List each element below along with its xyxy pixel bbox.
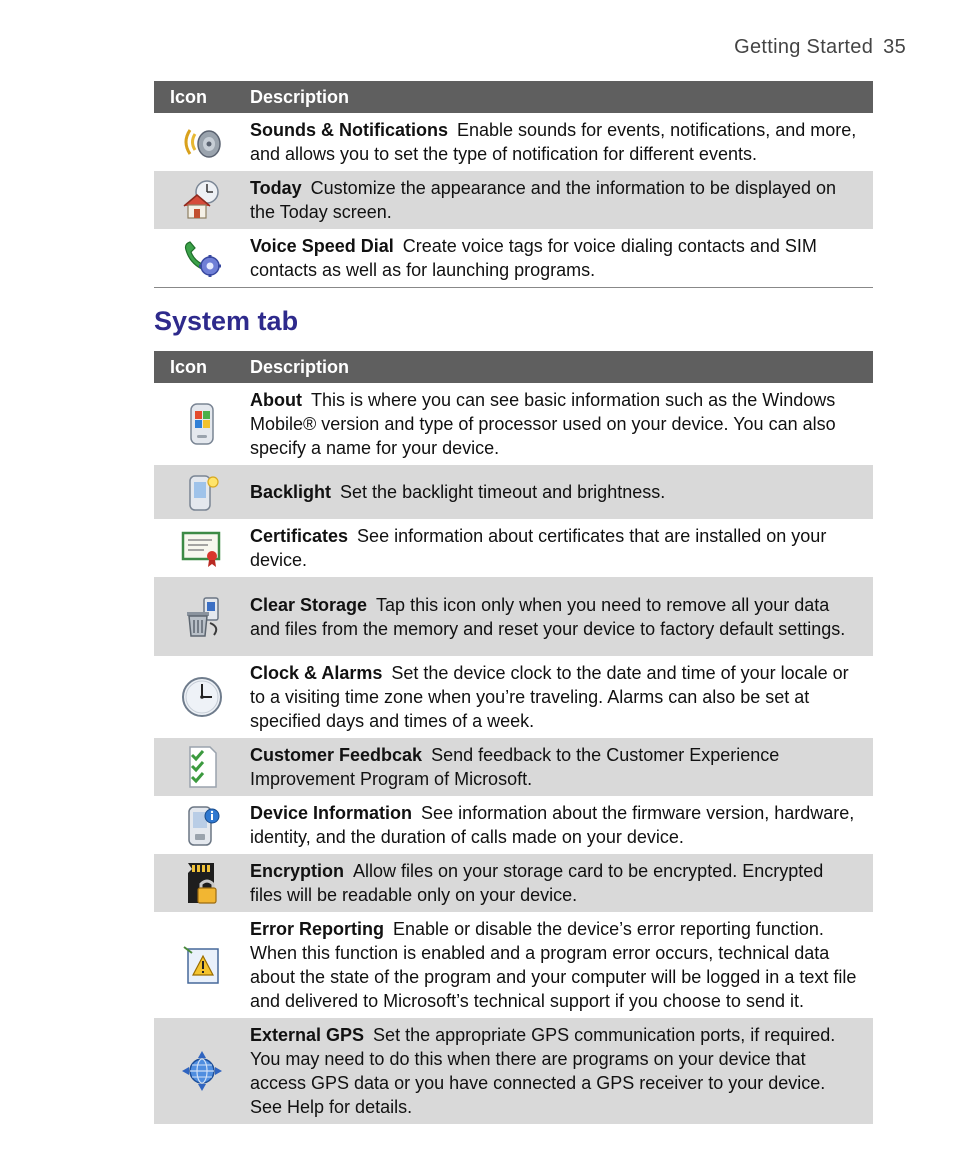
setting-description: Enable or disable the device’s error reporting function. When this function is enabled and a program error occurs, technical data about the state of the program and your computer will be logged in a text file and delivered to Microsoft’s technical support if you choose to send it. [250,919,857,1011]
running-header [734,36,906,59]
table-row [154,171,873,229]
table-row [154,465,873,519]
clear-storage-icon [180,595,224,639]
table-row [154,854,873,912]
table-row [154,577,873,656]
description-cell [250,113,873,171]
description-cell [250,738,873,796]
table-row [154,383,873,465]
setting-description: Send feedback to the Customer Experience Improvement Program of Microsoft. [250,745,780,789]
device-information-icon [180,803,224,847]
setting-name: Customer Feedbcak [250,745,423,765]
sounds-notifications-icon [180,120,224,164]
setting-name: Certificates [250,526,349,546]
setting-name: Backlight [250,482,332,502]
table-row [154,113,873,171]
setting-description: Set the appropriate GPS communication ports, if required. You may need to do this when there are programs on your device that access GPS data or you have connected a GPS receiver to your device. See Help for details. [250,1025,836,1117]
column-header-icon: Icon [154,81,250,113]
table-row [154,738,873,796]
voice-speed-dial-icon [180,236,224,280]
settings-table-personal [154,81,873,288]
error-reporting-icon [180,943,224,987]
description-cell [250,229,873,288]
setting-description: Set the device clock to the date and time of your locale or to a visiting time zone when you’re traveling. Alarms can also be set at specified days and times of a week. [250,663,849,731]
setting-description: Customize the appearance and the information to be displayed on the Today screen. [250,178,837,222]
table-header-row [154,81,873,113]
column-header-description: Description [250,81,873,113]
table-row [154,656,873,738]
certificates-icon [180,526,224,570]
backlight-icon [180,470,224,514]
setting-name: Clock & Alarms [250,663,383,683]
description-cell [250,383,873,465]
description-cell [250,577,873,656]
table-row [154,519,873,577]
table-header-row [154,351,873,383]
description-cell [250,465,873,519]
setting-description: Allow files on your storage card to be encrypted. Encrypted files will be readable only on your device. [250,861,824,905]
section-title: System tab [154,306,299,336]
settings-table-system [154,351,873,1124]
setting-description: Set the backlight timeout and brightness. [340,482,666,502]
about-icon [180,402,224,446]
setting-name: Today [250,178,302,198]
column-header-description: Description [250,351,873,383]
description-cell [250,171,873,229]
clock-alarms-icon [180,675,224,719]
description-cell [250,519,873,577]
today-icon [180,178,224,222]
description-cell [250,796,873,854]
setting-name: Sounds & Notifications [250,120,448,140]
setting-description: Enable sounds for events, notifications, and more, and allows you to set the type of notification for different events. [250,120,857,164]
table-row [154,796,873,854]
setting-description: See information about certificates that are installed on your device. [250,526,827,570]
setting-name: Device Information [250,803,413,823]
encryption-icon [180,861,224,905]
setting-name: Voice Speed Dial [250,236,394,256]
table-row [154,1018,873,1124]
setting-name: External GPS [250,1025,365,1045]
setting-description: Tap this icon only when you need to remove all your data and files from the memory and reset your device to factory default settings. [250,594,846,639]
setting-name: Clear Storage [250,594,368,615]
setting-description: This is where you can see basic information such as the Windows Mobile® version and type of processor used on your device. You can also specify a name for your device. [250,390,836,458]
setting-name: Encryption [250,861,345,881]
customer-feedback-icon [180,745,224,789]
description-cell [250,854,873,912]
description-cell [250,656,873,738]
setting-description: See information about the firmware version, hardware, identity, and the duration of calls made on your device. [250,803,855,847]
section-name: Getting Started [734,36,874,58]
setting-name: About [250,390,302,410]
column-header-icon: Icon [154,351,250,383]
page-number: 35 [883,36,906,58]
setting-name: Error Reporting [250,919,385,939]
description-cell [250,912,873,1018]
external-gps-icon [180,1049,224,1093]
table-row [154,912,873,1018]
description-cell [250,1018,873,1124]
table-row [154,229,873,288]
setting-description: Create voice tags for voice dialing contacts and SIM contacts as well as for launching programs. [250,236,817,280]
